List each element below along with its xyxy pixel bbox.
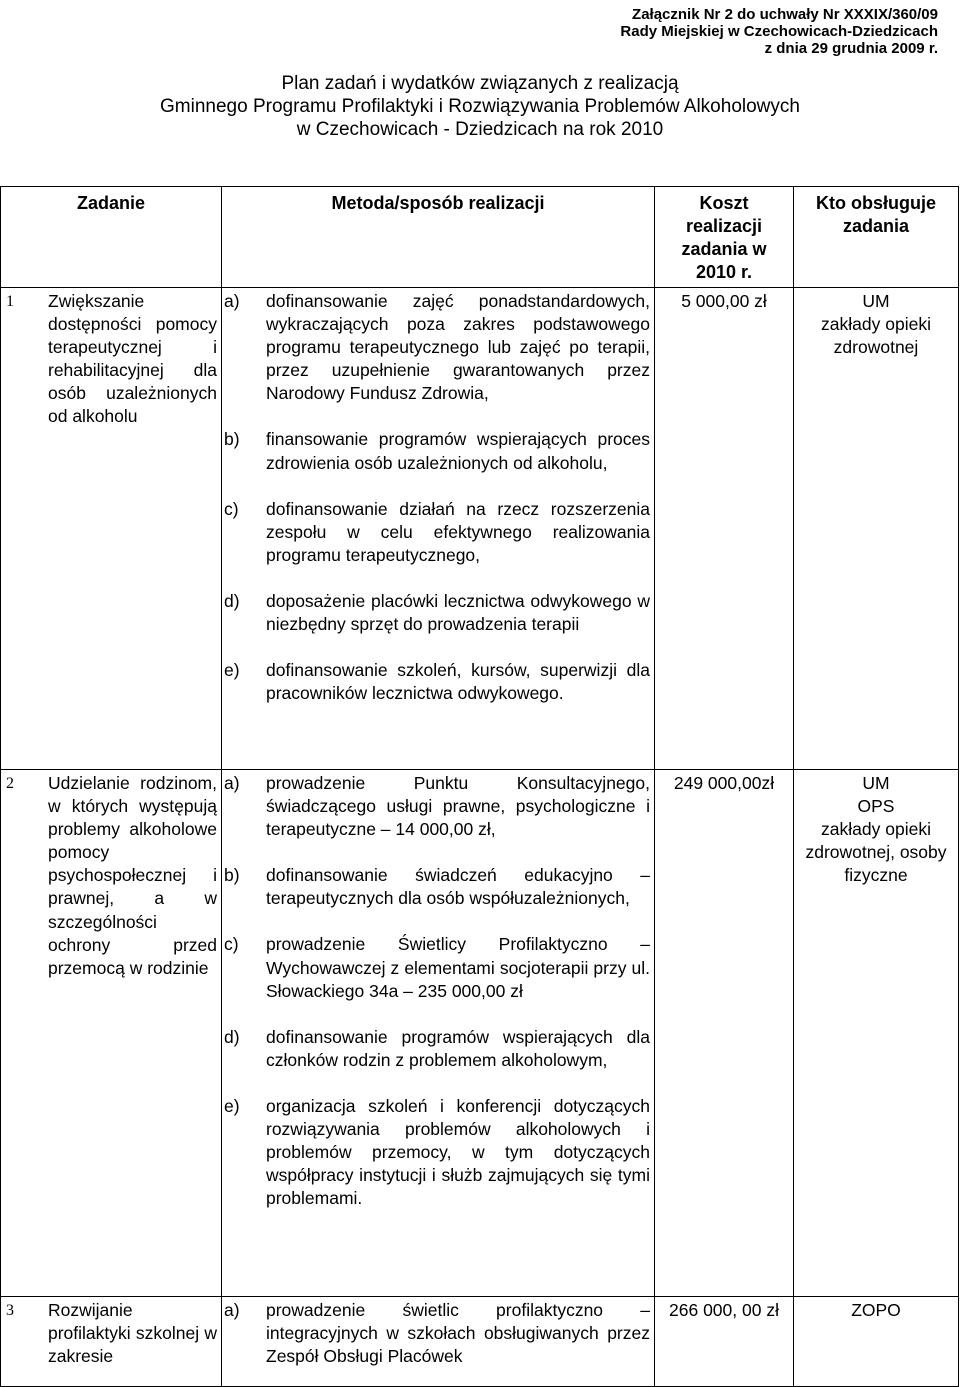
method-text: prowadzenie Świetlicy Profilaktyczno – Wychowawczej z elementami socjoterapii przy ul. Słowackiego 34a – 235 000,00 zł [266,934,650,1001]
method-text: dofinansowanie szkoleń, kursów, superwizji dla pracowników lecznictwa odwykowego. [266,660,650,704]
method-text: dofinansowanie programów wspierających dla członków rodzin z problemem alkoholowym, [266,1026,650,1070]
method-letter: b) [224,865,240,886]
method-item [222,1299,654,1368]
method-letter: b) [224,429,240,450]
method-cell [222,770,655,1297]
method-letter: d) [224,1026,240,1047]
method-letter: a) [224,1300,240,1320]
method-text: dofinansowanie zajęć ponadstandardowych, wykraczających poza zakres podstawowego programu terapeutycznego lub zajęć po terapii, przez uzupełnienie gwarantowanych przez Narodowy Fundusz Zdrowia, [266,291,650,404]
table-row [1,770,959,1297]
who-cell [794,288,959,770]
row-number: 1 [6,293,14,310]
method-item [222,1095,654,1210]
who-item: zakłady opieki zdrowotnej [821,314,931,358]
annex-line-1: Załącznik Nr 2 do uchwały Nr XXXIX/360/09 [632,6,938,23]
method-letter: e) [224,660,240,681]
row-number: 2 [6,775,14,792]
method-text: prowadzenie świetlic profilaktyczno – integracyjnych w szkołach obsługiwanych przez Zespół Obsługi Placówek [266,1300,650,1367]
method-text: dofinansowanie świadczeń edukacyjno – terapeutycznych dla osób współuzależnionych, [266,865,650,909]
method-cell [222,1297,655,1387]
cost-cell: 249 000,00zł [655,770,794,1297]
document-title [0,72,960,141]
task-cell [1,1297,222,1387]
table-header-row [1,187,959,288]
annex-line-3: z dnia 29 grudnia 2009 r. [764,40,938,57]
method-text: prowadzenie Punktu Konsultacyjnego, świadczącego usługi prawne, psychologiczne i terapeutyczne – 14 000,00 zł, [266,773,650,840]
method-letter: d) [224,590,240,611]
who-item: UM [862,291,890,311]
task-text: Udzielanie rodzinom, w których występują problemy alkoholowe pomocy psychospołecznej i prawnej, a w szczególności ochrony przed przemocą w rodzinie [48,773,217,978]
column-header-who: Kto obsługuje zadania [794,187,959,288]
who-cell [794,770,959,1297]
method-text: organizacja szkoleń i konferencji dotyczących rozwiązywania problemów alkoholowych i problemów przemocy, w tym dotyczących współpracy instytucji i służb zajmujących się tymi problemami. [266,1095,650,1209]
column-header-cost: Koszt realizacji zadania w 2010 r. [655,187,794,288]
plan-table [0,186,959,1387]
who-cell [794,1297,959,1387]
who-item: OPS [857,796,895,817]
method-text: doposażenie placówki lecznictwa odwykowego w niezbędny sprzęt do prowadzenia terapii [266,590,650,635]
method-letter: e) [224,1095,240,1116]
method-letter: a) [224,773,240,793]
method-item [222,1026,654,1072]
task-text: Rozwijanie profilaktyki szkolnej w zakresie [48,1300,217,1367]
method-letter: c) [224,934,239,955]
method-item [222,290,654,405]
title-line-1: Plan zadań i wydatków związanych z realizacją [281,73,679,94]
annex-line-2: Rady Miejskiej w Czechowicach-Dziedzicach [620,23,938,40]
method-text: dofinansowanie działań na rzecz rozszerzenia zespołu w celu efektywnego realizowania programu terapeutycznego, [266,498,650,565]
annex-header [620,6,938,57]
task-cell [1,288,222,770]
method-cell [222,288,655,770]
who-item: UM [862,773,890,793]
method-text: finansowanie programów wspierających proces zdrowienia osób uzależnionych od alkoholu, [266,429,650,473]
row-number: 3 [6,1302,14,1319]
task-cell [1,770,222,1297]
cost-cell: 266 000, 00 zł [655,1297,794,1387]
table-row [1,1297,959,1387]
method-item [222,659,654,705]
column-header-method: Metoda/sposób realizacji [222,187,655,288]
method-letter: c) [224,498,239,519]
method-item [222,428,654,474]
method-item [222,498,654,567]
who-item: ZOPO [851,1300,901,1320]
method-item [222,590,654,636]
method-item [222,864,654,910]
column-header-task: Zadanie [1,187,222,288]
method-item [222,772,654,841]
table-row [1,288,959,770]
method-item [222,933,654,1002]
who-item: zakłady opieki zdrowotnej, osoby fizyczne [805,819,947,886]
cost-cell: 5 000,00 zł [655,288,794,770]
title-line-2: Gminnego Programu Profilaktyki i Rozwiązywania Problemów Alkoholowych [160,96,800,117]
method-letter: a) [224,291,240,311]
task-text: Zwiększanie dostępności pomocy terapeutycznej i rehabilitacyjnej dla osób uzależnionych od alkoholu [48,291,217,427]
title-line-3: w Czechowicach - Dziedzicach na rok 2010 [296,119,664,140]
